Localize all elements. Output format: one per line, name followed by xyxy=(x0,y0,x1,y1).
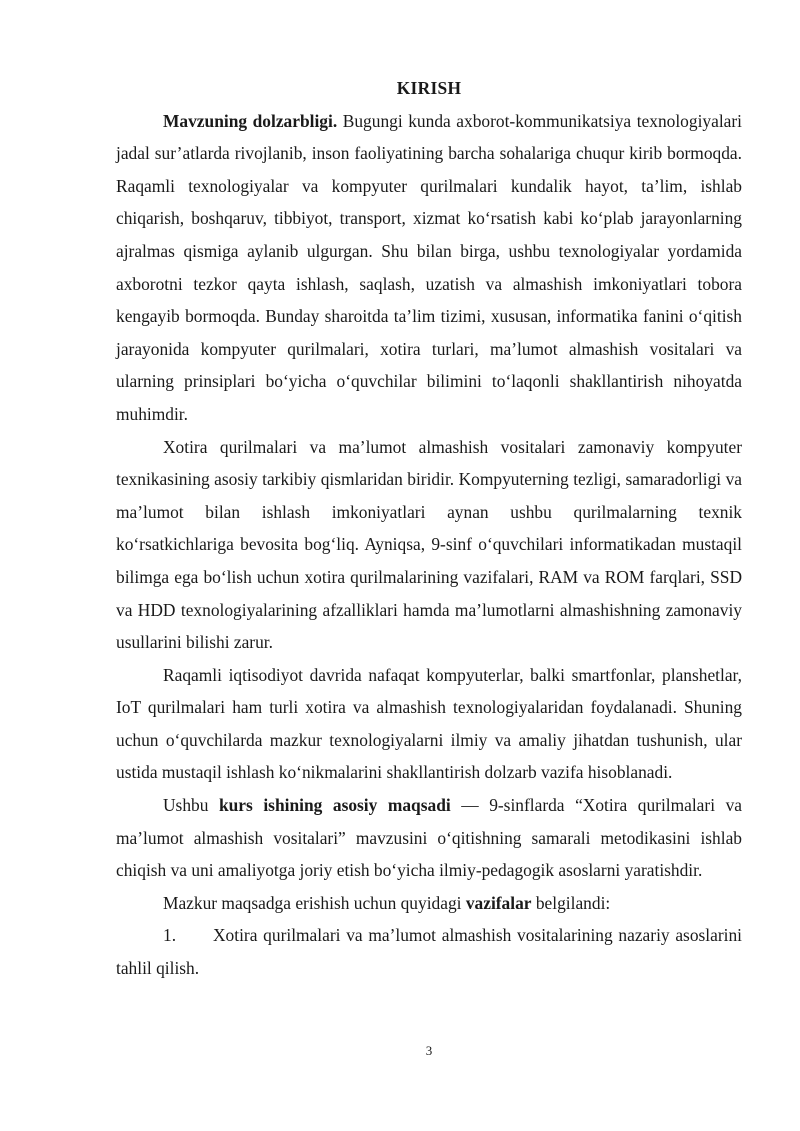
paragraph-tasks-intro xyxy=(116,887,742,920)
list-item-text: Xotira qurilmalari va ma’lumot almashish vositalarining nazariy asoslarini tahlil qilish. xyxy=(116,925,742,979)
paragraph-lead: Mavzuning dolzarbligi. xyxy=(163,110,338,131)
paragraph-text: — 9-sinflarda “Xotira qurilmalari va ma’lumot almashish vositalari” mavzusini o‘qitishning samarali metodikasini ishlab chiqish va uni amaliyotga joriy etish bo‘yicha ilmiy-pedagogik asoslarni yaratishdir. xyxy=(116,795,742,881)
paragraph-text: Bugungi kunda axborot-kommunikatsiya texnologiyalari jadal sur’atlarda rivojlanib, inson faoliyatining barcha sohalariga chuqur kirib bormoqda. Raqamli texnologiyalar va kompyuter qurilmalari kundalik hayot, ta’lim, ishlab chiqarish, boshqaruv, tibbiyot, transport, xizmat ko‘rsatish kabi ko‘plab jarayonlarning ajralmas qismiga aylanib ulgurgan. Shu bilan birga, ushbu texnologiyalar yordamida axborotni tezkor qayta ishlash, saqlash, uzatish va almashish imkoniyatlari tobora kengayib bormoqda. Bunday sharoitda ta’lim tizimi, xususan, informatika fanini o‘qitish jarayonida kompyuter qurilmalari, xotira turlari, ma’lumot almashish vositalari va ularning prinsiplari bo‘yicha o‘quvchilar bilimini to‘laqonli shakllantirish nihoyatda muhimdir. xyxy=(116,110,742,424)
list-item-number: 1. xyxy=(163,925,177,946)
paragraph-text: Raqamli iqtisodiyot davrida nafaqat kompyuterlar, balki smartfonlar, planshetlar, IoT qurilmalari ham turli xotira va almashish texnologiyalaridan foydalanadi. Shuning uchun o‘quvchilarda mazkur texnologiyalarni ilmiy va amaliy jihatdan tushunish, ular ustida mustaqil ishlash ko‘nikmalarini shakllantirish dolzarb vazifa hisoblanadi. xyxy=(116,664,742,783)
paragraph-digital-economy xyxy=(116,659,742,789)
paragraph-text: Ushbu xyxy=(163,795,219,816)
page-number: 3 xyxy=(425,1043,433,1058)
document-page xyxy=(116,72,742,985)
paragraph-goal xyxy=(116,789,742,887)
paragraph-text: Xotira qurilmalari va ma’lumot almashish vositalari zamonaviy kompyuter texnikasining asosiy tarkibiy qismlaridan biridir. Kompyuterning tezligi, samaradorligi va ma’lumot bilan ishlash imkoniyatlari aynan ushbu qurilmalarning texnik ko‘rsatkichlariga bevosita bog‘liq. Ayniqsa, 9-sinf o‘quvchilari informatikadan mustaqil bilimga ega bo‘lish uchun xotira qurilmalarining vazifalari, RAM va ROM farqlari, SSD va HDD texnologiyalarining afzalliklari hamda ma’lumotlarni almashishning zamonaviy usullarini bilishi zarur. xyxy=(116,436,742,653)
list-item xyxy=(116,919,742,984)
paragraph-text: belgilandi: xyxy=(531,892,611,913)
goal-emphasis: kurs ishining asosiy maqsadi xyxy=(218,795,451,816)
paragraph-memory-devices xyxy=(116,431,742,659)
tasks-emphasis: vazifalar xyxy=(465,892,532,913)
paragraph-text: Mazkur maqsadga erishish uchun quyidagi xyxy=(163,892,466,913)
section-title: KIRISH xyxy=(396,78,462,98)
paragraph-relevance xyxy=(116,105,742,431)
